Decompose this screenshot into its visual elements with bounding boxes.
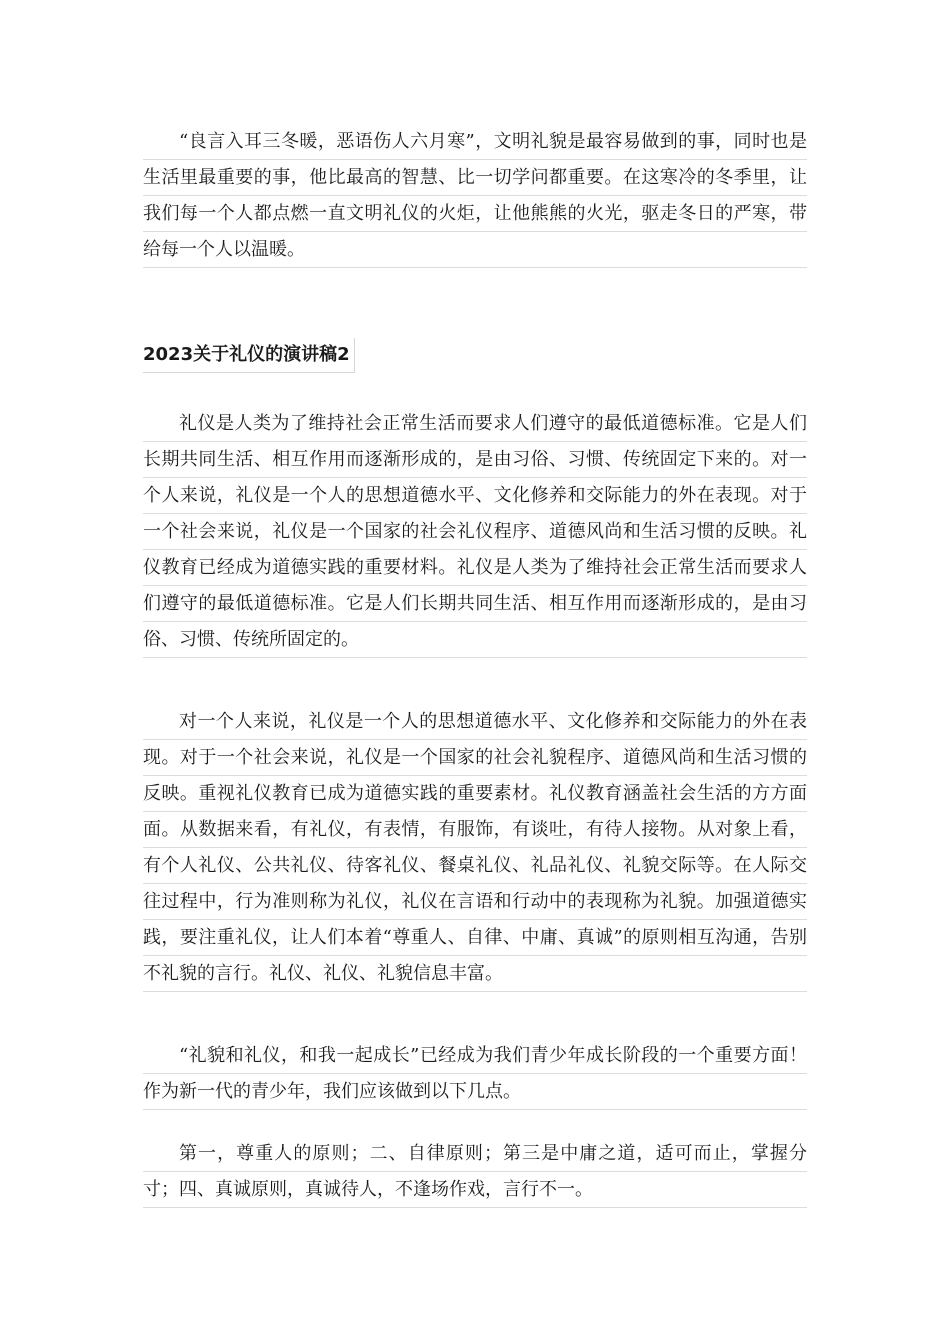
paragraph-etiquette-expression: 对一个人来说，礼仪是一个人的思想道德水平、文化修养和交际能力的外在表现。对于一个社会来说，礼仪是一个国家的社会礼貌程序、道德风尚和生活习惯的反映。重视礼仪教育已成为道德实践的重要素材。礼仪教育涵盖社会生活的方方面面。从数据来看，有礼仪，有表情，有服饰，有谈吐，有待人接物。从对象上看，有个人礼仪、公共礼仪、待客礼仪、餐桌礼仪、礼品礼仪、礼貌交际等。在人际交往过程中，行为准则称为礼仪，礼仪在言语和行动中的表现称为礼貌。加强道德实践，要注重礼仪，让人们本着“尊重人、自律、中庸、真诚”的原则相互沟通，告别不礼貌的言行。礼仪、礼仪、礼貌信息丰富。	[143, 704, 807, 992]
section-heading: 2023关于礼仪的演讲稿2	[143, 338, 355, 373]
paragraph-principles: 第一，尊重人的原则；二、自律原则；第三是中庸之道，适可而止，掌握分寸；四、真诚原则，真诚待人，不逢场作戏，言行不一。	[143, 1136, 807, 1208]
paragraph-intro-quote: “良言入耳三冬暖，恶语伤人六月寒”，文明礼貌是最容易做到的事，同时也是生活里最重要的事，他比最高的智慧、比一切学问都重要。在这寒冷的冬季里，让我们每一个人都点燃一直文明礼仪的火炬，让他熊熊的火光，驱走冬日的严寒，带给每一个人以温暖。	[143, 124, 807, 268]
paragraph-etiquette-definition: 礼仪是人类为了维持社会正常生活而要求人们遵守的最低道德标准。它是人们长期共同生活、相互作用而逐渐形成的，是由习俗、习惯、传统固定下来的。对一个人来说，礼仪是一个人的思想道德水平、文化修养和交际能力的外在表现。对于一个社会来说，礼仪是一个国家的社会礼仪程序、道德风尚和生活习惯的反映。礼仪教育已经成为道德实践的重要材料。礼仪是人类为了维持社会正常生活而要求人们遵守的最低道德标准。它是人们长期共同生活、相互作用而逐渐形成的，是由习俗、习惯、传统所固定的。	[143, 406, 807, 658]
paragraph-growing-together: “礼貌和礼仪，和我一起成长”已经成为我们青少年成长阶段的一个重要方面！作为新一代的青少年，我们应该做到以下几点。	[143, 1038, 807, 1110]
